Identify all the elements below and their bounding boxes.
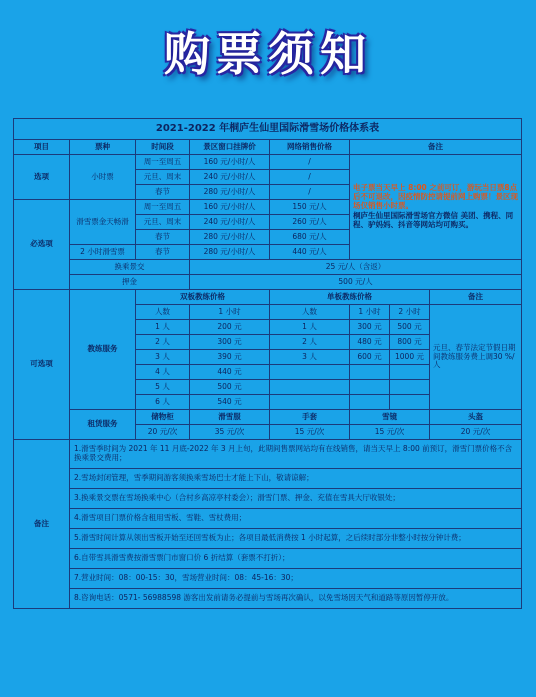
note-item: 5.滑雪时间计算从领出雪板开始至还回雪板为止；各项目最低消费按 1 小时起算，之后续时部分非整小时按分钟计费； xyxy=(70,529,522,549)
rental-goggles-price: 15 元/次 xyxy=(350,425,430,440)
period: 元旦、周末 xyxy=(136,215,190,230)
note-item: 8.咨询电话：0571- 56988598 游客出发前请务必提前与雪场再次确认，以免雪场因天气和道路等原因暂停开放。 xyxy=(70,589,522,609)
remark-cell xyxy=(350,155,522,260)
page-title: 购票须知 xyxy=(164,27,372,81)
single-header: 单板教练价格 xyxy=(270,290,430,305)
price-table xyxy=(13,118,521,609)
shuttle-value: 25 元/人（含返） xyxy=(190,260,522,275)
ticket-2h: 2 小时滑雪票 xyxy=(70,245,136,260)
header-item: 项目 xyxy=(14,140,70,155)
rental-gloves: 手套 xyxy=(270,410,350,425)
note-item: 7.营业时间：08：00-15：30，雪场营业时间：08：45-16：30； xyxy=(70,569,522,589)
note-item: 2.雪场封闭管理，雪季期间游客须换乘雪场巴士才能上下山，敬请谅解； xyxy=(70,469,522,489)
double-people: 5 人 xyxy=(136,380,190,395)
single-2h: 800 元 xyxy=(390,335,430,350)
rental-locker-price: 20 元/次 xyxy=(136,425,190,440)
empty-cell xyxy=(270,365,350,380)
window-price: 280 元/小时/人 xyxy=(190,230,270,245)
empty-cell xyxy=(390,380,430,395)
window-price: 240 元/小时/人 xyxy=(190,215,270,230)
window-price: 240 元/小时/人 xyxy=(190,170,270,185)
online-price: 680 元/人 xyxy=(270,230,350,245)
double-price: 390 元 xyxy=(190,350,270,365)
single-1h: 480 元 xyxy=(350,335,390,350)
header-period: 时间段 xyxy=(136,140,190,155)
period: 元旦、周末 xyxy=(136,170,190,185)
section-xuanxiang: 选项 xyxy=(14,155,70,200)
online-price: 440 元/人 xyxy=(270,245,350,260)
rental-helmet: 头盔 xyxy=(430,410,522,425)
rental-suit: 滑雪服 xyxy=(190,410,270,425)
header-window: 景区窗口挂牌价 xyxy=(190,140,270,155)
online-price: / xyxy=(270,155,350,170)
window-price: 280 元/小时/人 xyxy=(190,245,270,260)
online-price: 150 元/人 xyxy=(270,200,350,215)
window-price: 160 元/小时/人 xyxy=(190,200,270,215)
rental-service: 租赁服务 xyxy=(70,410,136,440)
ticket-day: 滑雪票金天畅滑 xyxy=(70,200,136,245)
note-item: 4.滑雪项目门票价格含租用雪板、雪鞋、雪杖费用； xyxy=(70,509,522,529)
period: 周一至周五 xyxy=(136,200,190,215)
deposit-label: 押金 xyxy=(70,275,190,290)
sub-1h: 1 小时 xyxy=(190,305,270,320)
sub-2h: 2 小时 xyxy=(390,305,430,320)
online-price: 260 元/人 xyxy=(270,215,350,230)
empty-cell xyxy=(270,395,350,410)
sub-1h: 1 小时 xyxy=(350,305,390,320)
table-title: 2021-2022 年桐庐生仙里国际滑雪场价格体系表 xyxy=(14,119,522,140)
remark-line-1: 电子票当天早上 8:00 之前可订，游玩当日票8点后不可退改，因疫情防控请提前网上购票！景区现场仅销售小时票。 xyxy=(353,183,518,210)
deposit-value: 500 元/人 xyxy=(190,275,522,290)
empty-cell xyxy=(350,365,390,380)
rental-gloves-price: 15 元/次 xyxy=(270,425,350,440)
single-2h: 1000 元 xyxy=(390,350,430,365)
shuttle-label: 换乘景交 xyxy=(70,260,190,275)
empty-cell xyxy=(390,365,430,380)
note-item: 1.滑雪季时间为 2021 年 11 月底-2022 年 3 月上旬，此期间售票网站均有在线销售，请当天早上 8:00 前预订，滑雪门票价格不含换乘景交费用； xyxy=(70,440,522,469)
empty-cell xyxy=(390,395,430,410)
section-bixuan: 必选项 xyxy=(14,200,70,290)
section-kexuan: 可选项 xyxy=(14,290,70,440)
empty-cell xyxy=(350,395,390,410)
double-price: 440 元 xyxy=(190,365,270,380)
online-price: / xyxy=(270,170,350,185)
single-1h: 300 元 xyxy=(350,320,390,335)
rental-suit-price: 35 元/次 xyxy=(190,425,270,440)
window-price: 160 元/小时/人 xyxy=(190,155,270,170)
single-1h: 600 元 xyxy=(350,350,390,365)
double-price: 500 元 xyxy=(190,380,270,395)
double-people: 6 人 xyxy=(136,395,190,410)
header-remark: 备注 xyxy=(350,140,522,155)
empty-cell xyxy=(350,380,390,395)
period: 春节 xyxy=(136,230,190,245)
window-price: 280 元/小时/人 xyxy=(190,185,270,200)
section-notes: 备注 xyxy=(14,440,70,609)
double-people: 1 人 xyxy=(136,320,190,335)
period: 周一至周五 xyxy=(136,155,190,170)
remark-line-2: 桐庐生仙里国际滑雪场官方微信 美团、携程、同程、驴妈妈、抖音等网站均可购买。 xyxy=(353,211,514,229)
single-2h: 500 元 xyxy=(390,320,430,335)
double-header: 双板教练价格 xyxy=(136,290,270,305)
coach-remark-header: 备注 xyxy=(430,290,522,305)
double-price: 300 元 xyxy=(190,335,270,350)
sub-people: 人数 xyxy=(270,305,350,320)
ticket-hourly: 小时票 xyxy=(70,155,136,200)
header-online: 网络销售价格 xyxy=(270,140,350,155)
double-price: 540 元 xyxy=(190,395,270,410)
double-people: 2 人 xyxy=(136,335,190,350)
header-type: 票种 xyxy=(70,140,136,155)
single-people: 2 人 xyxy=(270,335,350,350)
rental-locker: 储物柜 xyxy=(136,410,190,425)
note-item: 6.自带雪具滑雪费按滑雪票门市窗口价 6 折结算（套票不打折）； xyxy=(70,549,522,569)
empty-cell xyxy=(270,380,350,395)
single-people: 1 人 xyxy=(270,320,350,335)
period: 春节 xyxy=(136,185,190,200)
coach-note: 元旦、春节法定节假日期间教练服务费上调30 %/人 xyxy=(430,305,522,410)
single-people: 3 人 xyxy=(270,350,350,365)
rental-helmet-price: 20 元/次 xyxy=(430,425,522,440)
double-people: 3 人 xyxy=(136,350,190,365)
double-people: 4 人 xyxy=(136,365,190,380)
double-price: 200 元 xyxy=(190,320,270,335)
sub-people: 人数 xyxy=(136,305,190,320)
period: 春节 xyxy=(136,245,190,260)
online-price: / xyxy=(270,185,350,200)
rental-goggles: 雪镜 xyxy=(350,410,430,425)
coach-service: 教练服务 xyxy=(70,290,136,410)
note-item: 3.换乘景交票在雪场换乘中心（合村乡高凉亭村委会）；滑雪门票、押金、充值在雪具大厅收银处； xyxy=(70,489,522,509)
